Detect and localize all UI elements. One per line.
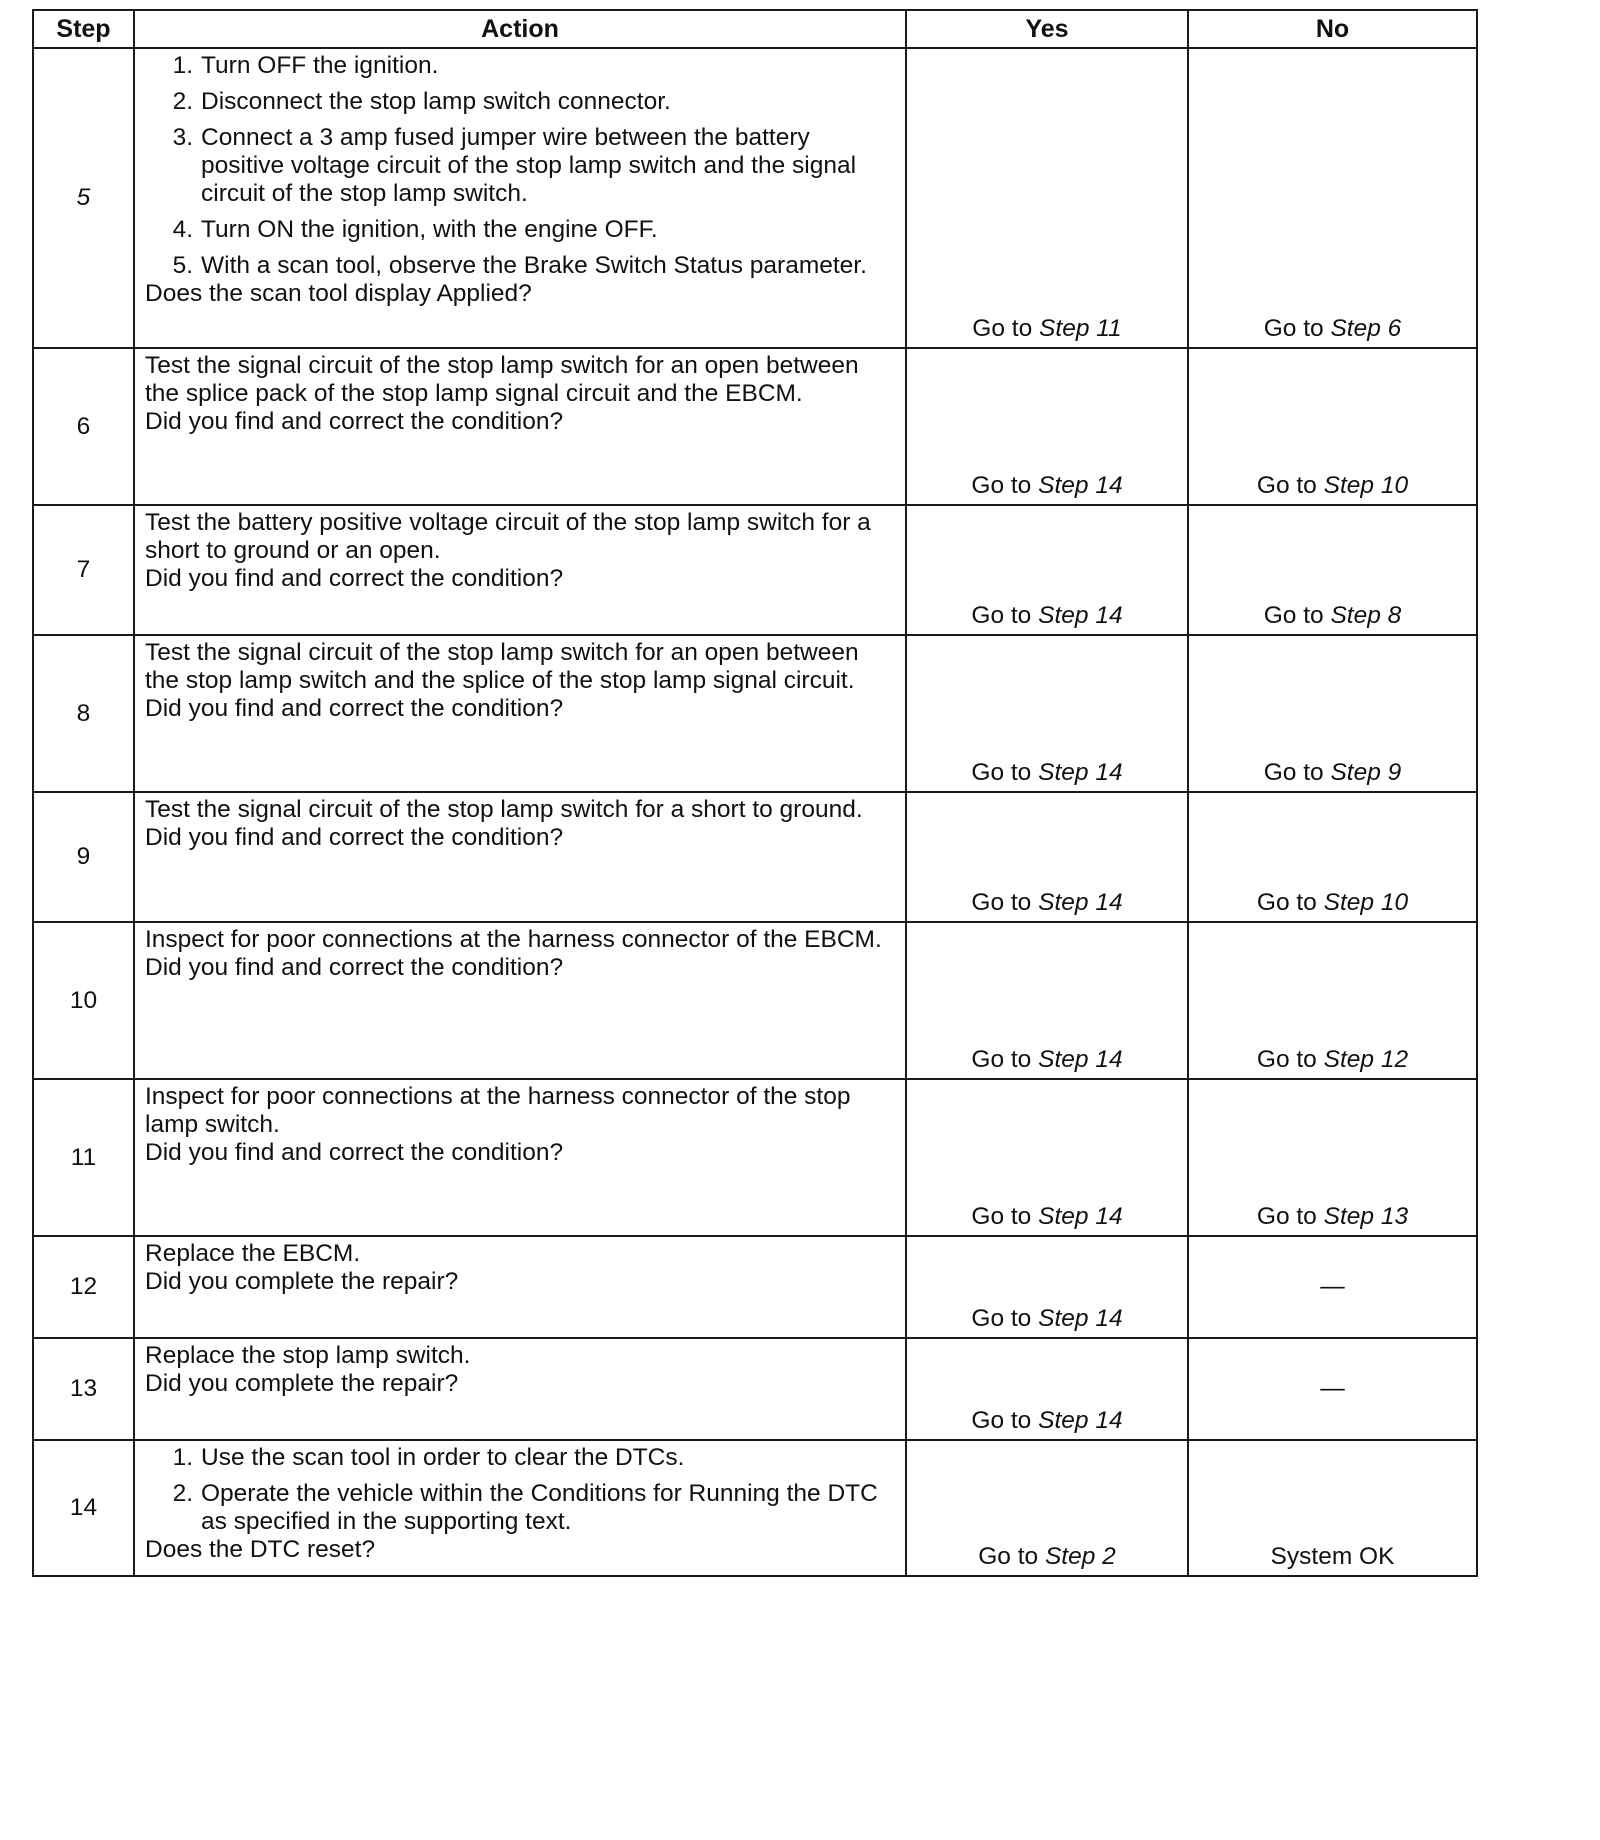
yes-cell: Go to Step 11 [906,48,1188,348]
step-reference: Step 12 [1323,1046,1409,1073]
question-text: Did you find and correct the condition? [145,954,564,981]
list-item: 2. Operate the vehicle within the Conditions for Running the DTC as specified in the supporting text. [172,1480,878,1535]
action-cell [134,48,906,348]
header-action: Action [134,10,906,48]
table-row [33,792,1477,922]
table-row [33,635,1477,792]
action-cell [134,1236,906,1338]
table-row [33,48,1477,348]
header-yes: Yes [906,10,1188,48]
no-cell: Go to Step 9 [1188,635,1477,792]
yes-cell: Go to Step 14 [906,635,1188,792]
question-text: Did you find and correct the condition? [145,565,564,592]
table-row [33,348,1477,505]
no-cell: Go to Step 6 [1188,48,1477,348]
step-reference: Step 13 [1323,1203,1409,1230]
no-cell: Go to Step 13 [1188,1079,1477,1236]
question-text: Did you complete the repair? [145,1268,459,1295]
no-cell: System OK [1188,1440,1477,1576]
step-reference: Step 11 [1039,315,1122,342]
action-cell [134,635,906,792]
no-cell: Go to Step 12 [1188,922,1477,1079]
question-text: Did you find and correct the condition? [145,1139,564,1166]
step-reference: Step 10 [1323,472,1409,499]
header-step: Step [33,10,134,48]
list-item: 1. Use the scan tool in order to clear the DTCs. [172,1444,685,1471]
action-text: Inspect for poor connections at the harness connector of the stop lamp switch. [145,1083,851,1138]
action-cell [134,505,906,635]
table-row [33,1079,1477,1236]
list-item: 5. With a scan tool, observe the Brake Switch Status parameter. [172,252,867,279]
action-text: Test the signal circuit of the stop lamp switch for an open between the splice pack of the stop lamp signal circuit and the EBCM. [145,352,859,407]
question-text: Did you find and correct the condition? [145,824,564,851]
action-cell [134,1440,906,1576]
step-number: 7 [33,505,134,635]
diagnostic-table [32,9,1478,1577]
question-text: Does the DTC reset? [145,1536,376,1563]
step-number: 9 [33,792,134,922]
step-reference: Step 2 [1044,1543,1116,1570]
yes-cell: Go to Step 14 [906,922,1188,1079]
step-reference: Step 6 [1330,315,1402,342]
action-cell [134,1079,906,1236]
action-cell [134,922,906,1079]
list-item: 1. Turn OFF the ignition. [172,52,439,79]
action-text: Test the battery positive voltage circuit of the stop lamp switch for a short to ground or an open. [145,509,871,564]
no-cell: Go to Step 10 [1188,348,1477,505]
yes-cell: Go to Step 14 [906,505,1188,635]
yes-cell: Go to Step 14 [906,1338,1188,1440]
step-reference: Step 14 [1038,1407,1123,1434]
table-row [33,505,1477,635]
list-item: 4. Turn ON the ignition, with the engine OFF. [172,216,658,243]
table-row [33,1440,1477,1576]
question-text: Did you find and correct the condition? [145,408,564,435]
step-number: 11 [33,1079,134,1236]
yes-cell: Go to Step 14 [906,792,1188,922]
step-number: 12 [33,1236,134,1338]
step-reference: Step 14 [1038,602,1123,629]
step-number: 6 [33,348,134,505]
action-list [145,1444,895,1536]
step-reference: Step 14 [1038,1203,1123,1230]
no-cell: — [1188,1236,1477,1338]
action-text: Inspect for poor connections at the harness connector of the EBCM. [145,926,882,953]
step-number: 14 [33,1440,134,1576]
step-number: 10 [33,922,134,1079]
yes-cell: Go to Step 14 [906,1236,1188,1338]
step-number: 5 [33,48,134,348]
step-number: 13 [33,1338,134,1440]
yes-cell: Go to Step 14 [906,1079,1188,1236]
question-text: Did you complete the repair? [145,1370,459,1397]
step-reference: Step 14 [1038,472,1123,499]
list-item: 3. Connect a 3 amp fused jumper wire between the battery positive voltage circuit of the stop lamp switch and the signal circuit of the stop lamp switch. [172,124,857,207]
step-reference: Step 14 [1038,1046,1123,1073]
no-cell: Go to Step 8 [1188,505,1477,635]
yes-cell: Go to Step 2 [906,1440,1188,1576]
table-row [33,1236,1477,1338]
table-row [33,1338,1477,1440]
action-text: Test the signal circuit of the stop lamp switch for an open between the stop lamp switch and the splice of the stop lamp signal circuit. [145,639,859,694]
step-reference: Step 9 [1330,759,1402,786]
list-item: 2. Disconnect the stop lamp switch connector. [172,88,671,115]
header-no: No [1188,10,1477,48]
action-text: Replace the stop lamp switch. [145,1342,471,1369]
action-text: Replace the EBCM. [145,1240,361,1267]
action-text: Test the signal circuit of the stop lamp switch for a short to ground. [145,796,863,823]
action-cell [134,348,906,505]
step-reference: Step 8 [1330,602,1402,629]
step-reference: Step 14 [1038,1305,1123,1332]
step-reference: Step 10 [1323,889,1409,916]
header-row [33,10,1477,48]
step-number: 8 [33,635,134,792]
no-cell: — [1188,1338,1477,1440]
table-row [33,922,1477,1079]
yes-cell: Go to Step 14 [906,348,1188,505]
question-text: Did you find and correct the condition? [145,695,564,722]
question-text: Does the scan tool display Applied? [145,280,532,307]
step-reference: Step 14 [1038,759,1123,786]
action-list [145,52,895,280]
no-cell: Go to Step 10 [1188,792,1477,922]
action-cell [134,1338,906,1440]
action-cell [134,792,906,922]
step-reference: Step 14 [1038,889,1123,916]
